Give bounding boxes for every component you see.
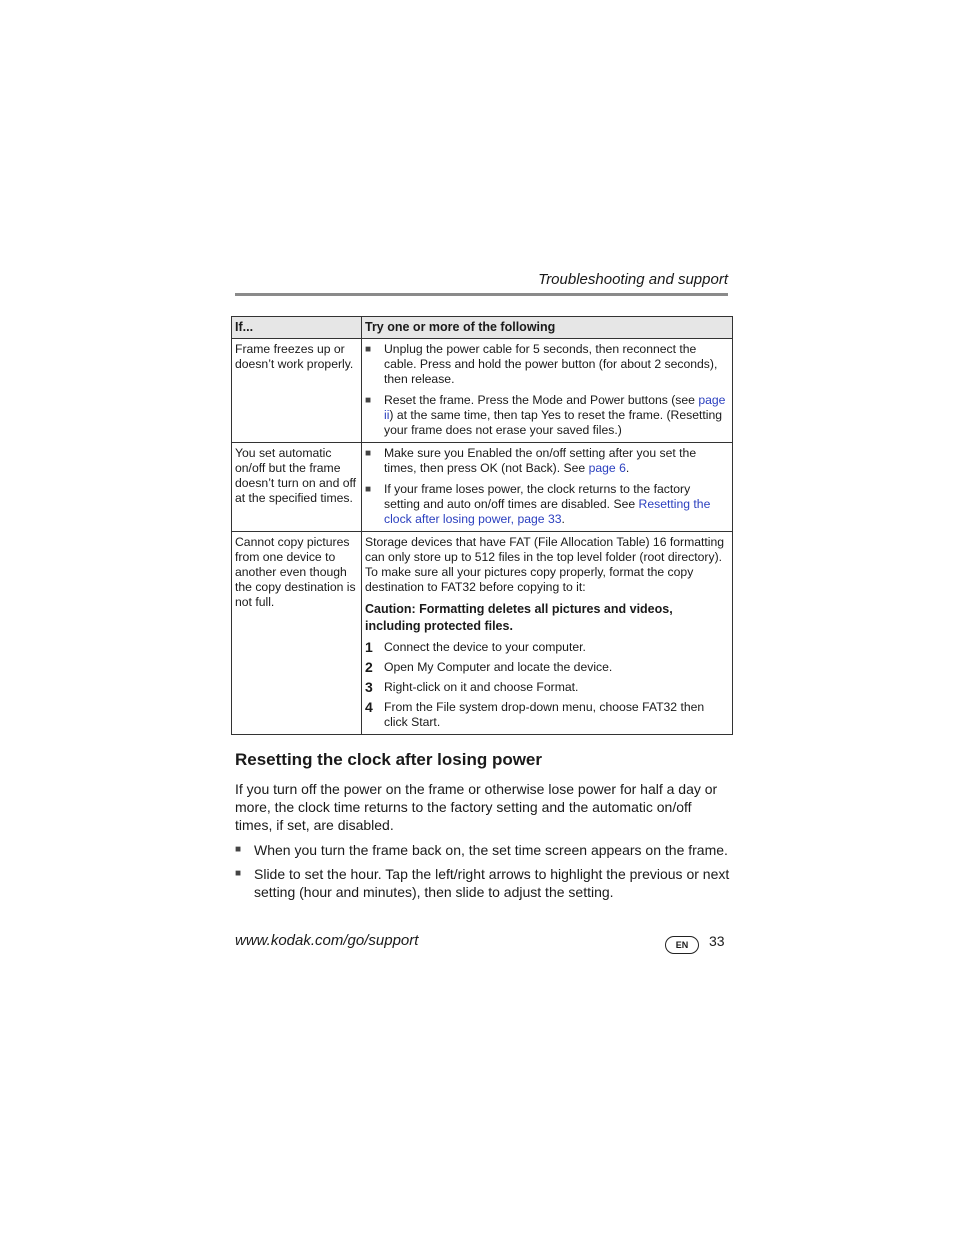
list-item — [235, 865, 730, 901]
problem-cell: Frame freezes up or doesn’t work properly. — [232, 339, 362, 443]
page-number: 33 — [709, 933, 725, 949]
section-title: Resetting the clock after losing power — [235, 750, 543, 769]
header-title: Troubleshooting and support — [538, 271, 728, 288]
step-item — [365, 680, 729, 695]
bullet-square-icon: ■ — [365, 395, 372, 406]
solution-cell — [362, 532, 733, 735]
header-rule — [235, 293, 728, 296]
problem-cell: Cannot copy pictures from one device to another even though the copy destination is not full. — [232, 532, 362, 735]
step-item — [365, 660, 729, 675]
step-text: Right-click on it and choose Format. — [384, 680, 579, 694]
bullet-text: Make sure you Enabled the on/off setting after you set the times, then press OK (not Back). See page 6. — [384, 446, 697, 475]
step-number: 4 — [365, 699, 373, 715]
page-link[interactable]: page 6 — [588, 461, 626, 475]
bullet-square-icon: ■ — [365, 484, 372, 495]
footer-url[interactable]: www.kodak.com/go/support — [235, 932, 419, 949]
step-number: 1 — [365, 639, 373, 655]
bullet-square-icon: ■ — [235, 868, 242, 879]
language-badge: EN — [665, 936, 699, 954]
list-item — [365, 446, 729, 476]
bullet-text: Unplug the power cable for 5 seconds, then reconnect the cable. Press and hold the power button (for about 2 seconds), then release. — [384, 342, 718, 386]
table-row — [232, 443, 733, 532]
col-header-if: If... — [232, 317, 362, 339]
solution-intro: Storage devices that have FAT (File Allocation Table) 16 formatting can only store up to 512 files in the top level folder (root directory). To make sure all your pictures copy properly, format the copy destination to FAT32 before copying to it: — [365, 535, 725, 594]
list-item — [235, 841, 730, 859]
col-header-try: Try one or more of the following — [362, 317, 733, 339]
step-number: 2 — [365, 659, 373, 675]
bullet-square-icon: ■ — [365, 448, 372, 459]
step-text: Connect the device to your computer. — [384, 640, 586, 654]
table-header-row — [232, 317, 733, 339]
section-link[interactable]: Resetting the clock after losing power, page 33 — [384, 497, 711, 526]
bullet-text: Reset the frame. Press the Mode and Power buttons (see page ii) at the same time, then tap Yes to reset the frame. (Resetting your frame does not erase your saved files.) — [384, 393, 726, 437]
solution-cell — [362, 443, 733, 532]
step-item — [365, 640, 729, 655]
list-item — [365, 342, 729, 387]
list-item — [365, 482, 729, 527]
bullet-text: If your frame loses power, the clock returns to the factory setting and auto on/off times are disabled. See Resetting the clock after losing power, page 33. — [384, 482, 711, 526]
caution-note: Caution: Formatting deletes all pictures and videos, including protected files. — [365, 602, 673, 633]
step-text: From the File system drop-down menu, choose FAT32 then click Start. — [384, 700, 705, 729]
bullet-square-icon: ■ — [235, 844, 242, 855]
table-row — [232, 339, 733, 443]
bullet-text: When you turn the frame back on, the set time screen appears on the frame. — [254, 842, 728, 858]
bullet-text: Slide to set the hour. Tap the left/right arrows to highlight the previous or next setting (hour and minutes), then slide to adjust the setting. — [254, 866, 730, 900]
step-item — [365, 700, 729, 730]
problem-cell: You set automatic on/off but the frame doesn’t turn on and off at the specified times. — [232, 443, 362, 532]
page-link[interactable]: page ii — [384, 393, 726, 422]
section-intro: If you turn off the power on the frame or otherwise lose power for half a day or more, the clock time returns to the factory setting and the automatic on/off times, if set, are disabled. — [235, 781, 718, 833]
table-row — [232, 532, 733, 735]
step-text: Open My Computer and locate the device. — [384, 660, 613, 674]
bullet-square-icon: ■ — [365, 344, 372, 355]
troubleshooting-table — [231, 316, 733, 735]
list-item — [365, 393, 729, 438]
solution-cell — [362, 339, 733, 443]
step-number: 3 — [365, 679, 373, 695]
